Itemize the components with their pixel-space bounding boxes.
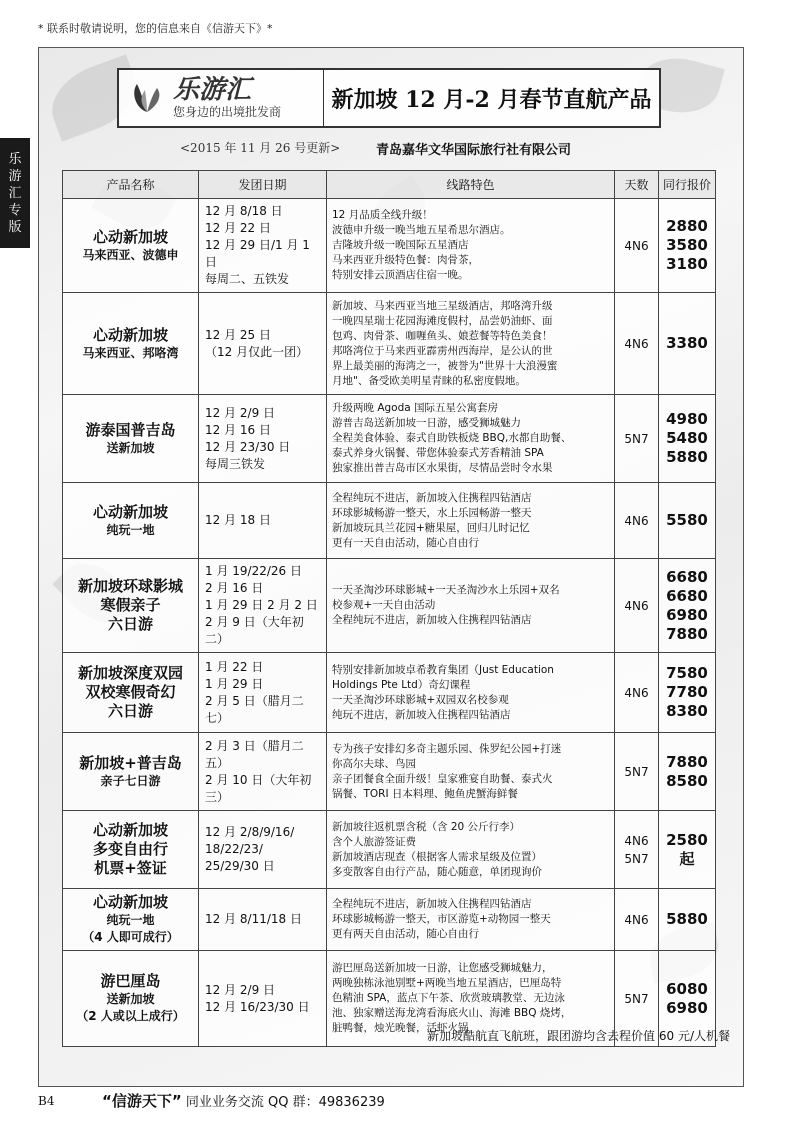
product-name: 双校寒假奇幻	[85, 683, 176, 701]
departure-dates-cell	[199, 395, 327, 483]
side-tab-char: 游	[8, 168, 22, 184]
price-value: 7880	[666, 624, 708, 643]
table-row	[63, 889, 716, 951]
page-number: B4	[38, 1094, 55, 1108]
product-name: 纯玩一地	[106, 913, 155, 927]
product-name: 游泰国普吉岛	[85, 420, 176, 439]
departure-date: 每周二、五铁发	[205, 272, 290, 286]
departure-dates-cell	[199, 199, 327, 293]
route-feature-line: 一天圣淘沙环球影城+一天圣淘沙水上乐园+双名	[332, 584, 560, 596]
route-feature-line: 校参观+一天自由活动	[332, 599, 436, 611]
table-row	[63, 811, 716, 889]
duration: 4N6	[624, 685, 649, 700]
departure-dates-cell	[199, 653, 327, 733]
product-name: 心动新加坡	[92, 893, 168, 911]
departure-dates-cell	[199, 951, 327, 1047]
route-features-cell	[327, 395, 615, 483]
product-name: 送新加坡	[106, 440, 155, 455]
departure-date: 12 月 23/30 日	[205, 439, 291, 454]
route-feature-line: Holdings Pte Ltd）奇幻课程	[332, 678, 471, 691]
price-value: 3180	[666, 255, 708, 273]
price-value: 5880	[666, 910, 708, 928]
days-cell	[615, 653, 659, 733]
departure-date: 18/22/23/	[205, 842, 263, 856]
departure-date: 12 月 29 日/1 月 1 日	[205, 238, 310, 269]
route-feature-line: 月地"、备受欧美明星青睐的私密度假地。	[332, 374, 526, 387]
route-feature-line: 游普吉岛送新加坡一日游，感受狮城魅力	[332, 417, 521, 429]
column-header: 同行报价	[659, 171, 716, 199]
price-value: 6980	[666, 605, 708, 624]
side-tab-char: 乐	[8, 151, 22, 167]
column-header: 天数	[615, 171, 659, 199]
price-cell	[659, 811, 716, 889]
route-features-cell	[327, 199, 615, 293]
duration: 4N6	[624, 513, 649, 528]
price-value: 4980	[666, 410, 708, 428]
page-title: 新加坡 12 月-2 月春节直航产品	[331, 86, 652, 113]
route-feature-line: 更有两天自由活动，随心自由行	[332, 928, 479, 940]
departure-date: 12 月 16/23/30 日	[205, 999, 310, 1014]
departure-date: 1 月 29 日 2 月 2 日	[205, 598, 318, 612]
route-feature-line: 两晚独栋泳池别墅+两晚当地五星酒店，巴厘岛特	[332, 977, 562, 989]
route-features-cell	[327, 889, 615, 951]
product-name: 心动新加坡	[92, 502, 168, 521]
route-features-cell	[327, 559, 615, 653]
duration: 4N6	[624, 336, 649, 351]
route-feature-line: 12 月品质全线升级！	[332, 209, 433, 221]
product-name-cell	[63, 293, 199, 395]
product-name: 心动新加坡	[92, 227, 168, 246]
route-feature-line: 亲子团餐食全面升级！皇家雅宴自助餐、泰式火	[332, 772, 553, 785]
table-row	[63, 395, 716, 483]
route-features-cell	[327, 733, 615, 811]
days-cell	[615, 199, 659, 293]
product-name-cell	[63, 559, 199, 653]
brand-block	[119, 70, 324, 126]
price-value: 7780	[666, 683, 708, 701]
route-feature-line: 锅餐、TORI 日本料理、鲍鱼虎蟹海鲜餐	[332, 787, 518, 800]
table-row	[63, 559, 716, 653]
price-cell	[659, 293, 716, 395]
route-feature-line: 多变散客自由行产品，随心随意，单团现询价	[332, 865, 542, 878]
route-feature-line: 波德申升级一晚当地五星希思尔酒店。	[332, 224, 511, 236]
departure-date: 1 月 19/22/26 日	[205, 564, 302, 578]
table-row	[63, 653, 716, 733]
departure-date: 2 月 10 日（大年初三）	[205, 772, 312, 804]
route-feature-line: 新加坡酒店现查（根据客人需求星级及位置）	[332, 850, 542, 863]
price-value: 8580	[666, 771, 708, 790]
departure-dates-cell	[199, 293, 327, 395]
days-cell	[615, 811, 659, 889]
price-value: 5580	[666, 511, 708, 529]
route-feature-line: 游巴厘岛送新加坡一日游，让您感受狮城魅力，	[332, 962, 553, 974]
route-feature-line: 界上最美丽的海湾之一，被誉为"世界十大浪漫蜜	[332, 359, 558, 372]
route-feature-line: 泰式养身火锅餐、带您体验泰式芳香精油 SPA	[332, 447, 544, 459]
product-name-cell	[63, 733, 199, 811]
column-header: 发团日期	[199, 171, 327, 199]
departure-date: 12 月 2/8/9/16/	[205, 825, 295, 839]
route-feature-line: 一天圣淘沙环球影城+双园双名校参观	[332, 693, 509, 706]
price-value: 8380	[666, 702, 708, 720]
product-name-cell	[63, 199, 199, 293]
route-feature-line: 独家推出普吉岛市区水果街，尽情品尝时令水果	[332, 462, 553, 474]
side-tab-char: 版	[8, 219, 22, 235]
route-feature-line: 全程美食体验、泰式自助铁板烧 BBQ,水都自助餐、	[332, 432, 572, 444]
column-header: 产品名称	[63, 171, 199, 199]
departure-date: 12 月 16 日	[205, 422, 271, 437]
price-value: 6980	[666, 998, 708, 1017]
departure-date: 1 月 22 日	[205, 659, 264, 674]
departure-date: 12 月 18 日	[205, 513, 271, 527]
route-feature-line: 全程纯玩不进店，新加坡入住携程四钻酒店	[332, 491, 532, 504]
side-tab	[0, 138, 30, 248]
days-cell	[615, 559, 659, 653]
price-cell	[659, 395, 716, 483]
departure-dates-cell	[199, 483, 327, 559]
price-cell	[659, 483, 716, 559]
route-feature-line: 吉隆坡升级一晚国际五星酒店	[332, 239, 469, 251]
product-name: 纯玩一地	[106, 522, 155, 537]
departure-dates-cell	[199, 889, 327, 951]
departure-date: 12 月 8/11/18 日	[205, 912, 302, 926]
departure-date: 12 月 2/9 日	[205, 405, 276, 420]
price-cell	[659, 889, 716, 951]
product-name: 新加坡+普吉岛	[79, 753, 182, 772]
duration: 4N6	[624, 833, 649, 848]
route-feature-line: 专为孩子安排幻多奇主题乐园、侏罗纪公园+打迷	[332, 742, 562, 755]
route-feature-line: 脏鸭餐，烛光晚餐，活虾火锅	[332, 1022, 469, 1034]
route-feature-line: 你高尔夫球、鸟园	[332, 757, 416, 770]
route-feature-line: 池、独家赠送海龙湾看海底火山、海滩 BBQ 烧烤，	[332, 1007, 572, 1019]
route-feature-line: 邦咯湾位于马来西亚霹雳州西海岸，是公认的世	[332, 344, 553, 357]
days-cell	[615, 889, 659, 951]
route-feature-line: 新加坡往返机票含税（含 20 公斤行李）	[332, 820, 521, 833]
departure-date: 2 月 3 日（腊月二五）	[205, 738, 304, 770]
product-name: 送新加坡	[106, 992, 155, 1006]
duration: 5N7	[624, 431, 649, 446]
update-date: <2015 年 11 月 26 号更新>	[180, 141, 341, 155]
price-value: 7880	[666, 752, 708, 771]
route-feature-line: 全程纯玩不进店，新加坡入住携程四钻酒店	[332, 898, 532, 910]
bottom-bar	[102, 1090, 385, 1111]
route-features-cell	[327, 483, 615, 559]
table-row	[63, 483, 716, 559]
header-box	[117, 68, 661, 128]
departure-date: 12 月 22 日	[205, 221, 271, 235]
departure-date: 25/29/30 日	[205, 859, 275, 873]
departure-date: 12 月 25 日	[205, 327, 271, 342]
route-feature-line: 环球影城畅游一整天，水上乐园畅游一整天	[332, 506, 532, 519]
route-feature-line: 马来西亚升级特色餐：肉骨茶，	[332, 254, 479, 266]
table-row	[63, 733, 716, 811]
table-row	[63, 293, 716, 395]
top-note: * 联系时敬请说明，您的信息来自《信游天下》*	[38, 22, 273, 35]
route-feature-line: 更有一天自由活动，随心自由行	[332, 536, 479, 549]
route-feature-line: 升级两晚 Agoda 国际五星公寓套房	[332, 402, 499, 414]
departure-dates-cell	[199, 733, 327, 811]
product-name: 六日游	[107, 702, 153, 720]
duration: 4N6	[624, 238, 649, 253]
route-feature-line: 一晚四星瑞士花园海滩度假村，品尝奶油虾、面	[332, 314, 553, 327]
product-table	[62, 170, 716, 1047]
days-cell	[615, 395, 659, 483]
footnote: 新加坡酷航直飞航班，跟团游均含去程价值 60 元/人机餐	[427, 1029, 730, 1043]
product-name: 寒假亲子	[100, 596, 161, 614]
departure-date: 2 月 5 日（腊月二七）	[205, 693, 304, 725]
departure-date: （12 月仅此一团）	[205, 344, 309, 359]
product-name-cell	[63, 483, 199, 559]
product-name-cell	[63, 395, 199, 483]
duration: 5N7	[624, 764, 649, 779]
route-feature-line: 特别安排新加坡卓希教育集团（Just Education	[332, 663, 554, 676]
route-features-cell	[327, 653, 615, 733]
route-feature-line: 新加坡玩具兰花园+糖果屋，回归儿时记忆	[332, 521, 530, 534]
price-value: 3380	[666, 334, 708, 352]
product-name-cell	[63, 811, 199, 889]
product-name: 六日游	[107, 615, 153, 633]
days-cell	[615, 293, 659, 395]
route-feature-line: 色精油 SPA，蓝点下午茶、欣赏玻璃教堂、无边泳	[332, 992, 565, 1004]
route-feature-line: 环球影城畅游一整天，市区游览+动物园一整天	[332, 913, 551, 925]
side-tab-char: 专	[8, 202, 22, 218]
price-value: 6080	[666, 979, 708, 998]
agency-name: 青岛嘉华文华国际旅行社有限公司	[376, 143, 572, 158]
duration: 4N6	[624, 598, 649, 613]
price-value: 3580	[666, 236, 708, 254]
price-cell	[659, 733, 716, 811]
price-cell	[659, 199, 716, 293]
departure-date: 1 月 29 日	[205, 676, 264, 691]
side-tab-char: 汇	[8, 185, 22, 201]
departure-dates-cell	[199, 811, 327, 889]
product-name: 亲子七日游	[100, 773, 161, 788]
duration: 5N7	[624, 851, 649, 866]
route-feature-line: 全程纯玩不进店，新加坡入住携程四钻酒店	[332, 614, 532, 626]
price-value: 7580	[666, 664, 708, 682]
price-value: 5880	[666, 448, 708, 466]
product-name: 心动新加坡	[92, 821, 168, 839]
product-name: （2 人或以上成行）	[76, 1009, 185, 1023]
route-feature-line: 纯玩不进店，新加坡入住携程四钻酒店	[332, 708, 511, 721]
departure-date: 12 月 2/9 日	[205, 982, 276, 997]
product-name: 机票+签证	[94, 859, 167, 877]
departure-date: 2 月 16 日	[205, 581, 264, 595]
departure-date: 12 月 8/18 日	[205, 204, 283, 218]
route-feature-line: 新加坡、马来西亚当地三星级酒店，邦咯湾升级	[332, 299, 553, 312]
price-cell	[659, 653, 716, 733]
product-name: （4 人即可成行）	[82, 930, 179, 944]
price-value: 2880	[666, 217, 708, 235]
days-cell	[615, 733, 659, 811]
route-features-cell	[327, 293, 615, 395]
butterfly-logo-icon	[127, 78, 167, 118]
brand-slogan: 您身边的出境批发商	[173, 105, 282, 119]
product-name: 游巴厘岛	[100, 972, 161, 990]
product-name: 马来西亚、邦咯湾	[82, 345, 179, 360]
duration: 5N7	[624, 991, 649, 1006]
table-header-row	[63, 171, 716, 199]
product-name-cell	[63, 889, 199, 951]
brand-name: 乐游汇	[173, 75, 252, 105]
price-cell	[659, 559, 716, 653]
product-name-cell	[63, 951, 199, 1047]
price-value: 6680	[666, 567, 708, 586]
route-feature-line: 含个人旅游签证费	[332, 835, 416, 848]
product-name: 新加坡环球影城	[77, 577, 183, 595]
product-name: 心动新加坡	[92, 325, 168, 344]
route-feature-line: 包鸡、肉骨茶、咖喱鱼头、娘惹餐等特色美食！	[332, 329, 553, 342]
price-value: 2580 起	[666, 830, 708, 868]
price-value: 6680	[666, 586, 708, 605]
duration: 4N6	[624, 912, 649, 927]
bottom-text: 同业业务交流 QQ 群：49836239	[185, 1095, 385, 1110]
product-name: 马来西亚、波德申	[82, 247, 179, 262]
column-header: 线路特色	[327, 171, 615, 199]
route-feature-line: 特别安排云顶酒店住宿一晚。	[332, 269, 469, 281]
table-row	[63, 199, 716, 293]
product-name-cell	[63, 653, 199, 733]
days-cell	[615, 483, 659, 559]
bottom-brand: “信游天下”	[102, 1092, 182, 1110]
departure-date: 2 月 9 日（大年初二）	[205, 615, 304, 646]
route-features-cell	[327, 811, 615, 889]
price-value: 5480	[666, 429, 708, 447]
departure-date: 每周三铁发	[205, 456, 266, 471]
product-name: 新加坡深度双园	[77, 664, 183, 682]
product-name: 多变自由行	[92, 840, 168, 858]
departure-dates-cell	[199, 559, 327, 653]
